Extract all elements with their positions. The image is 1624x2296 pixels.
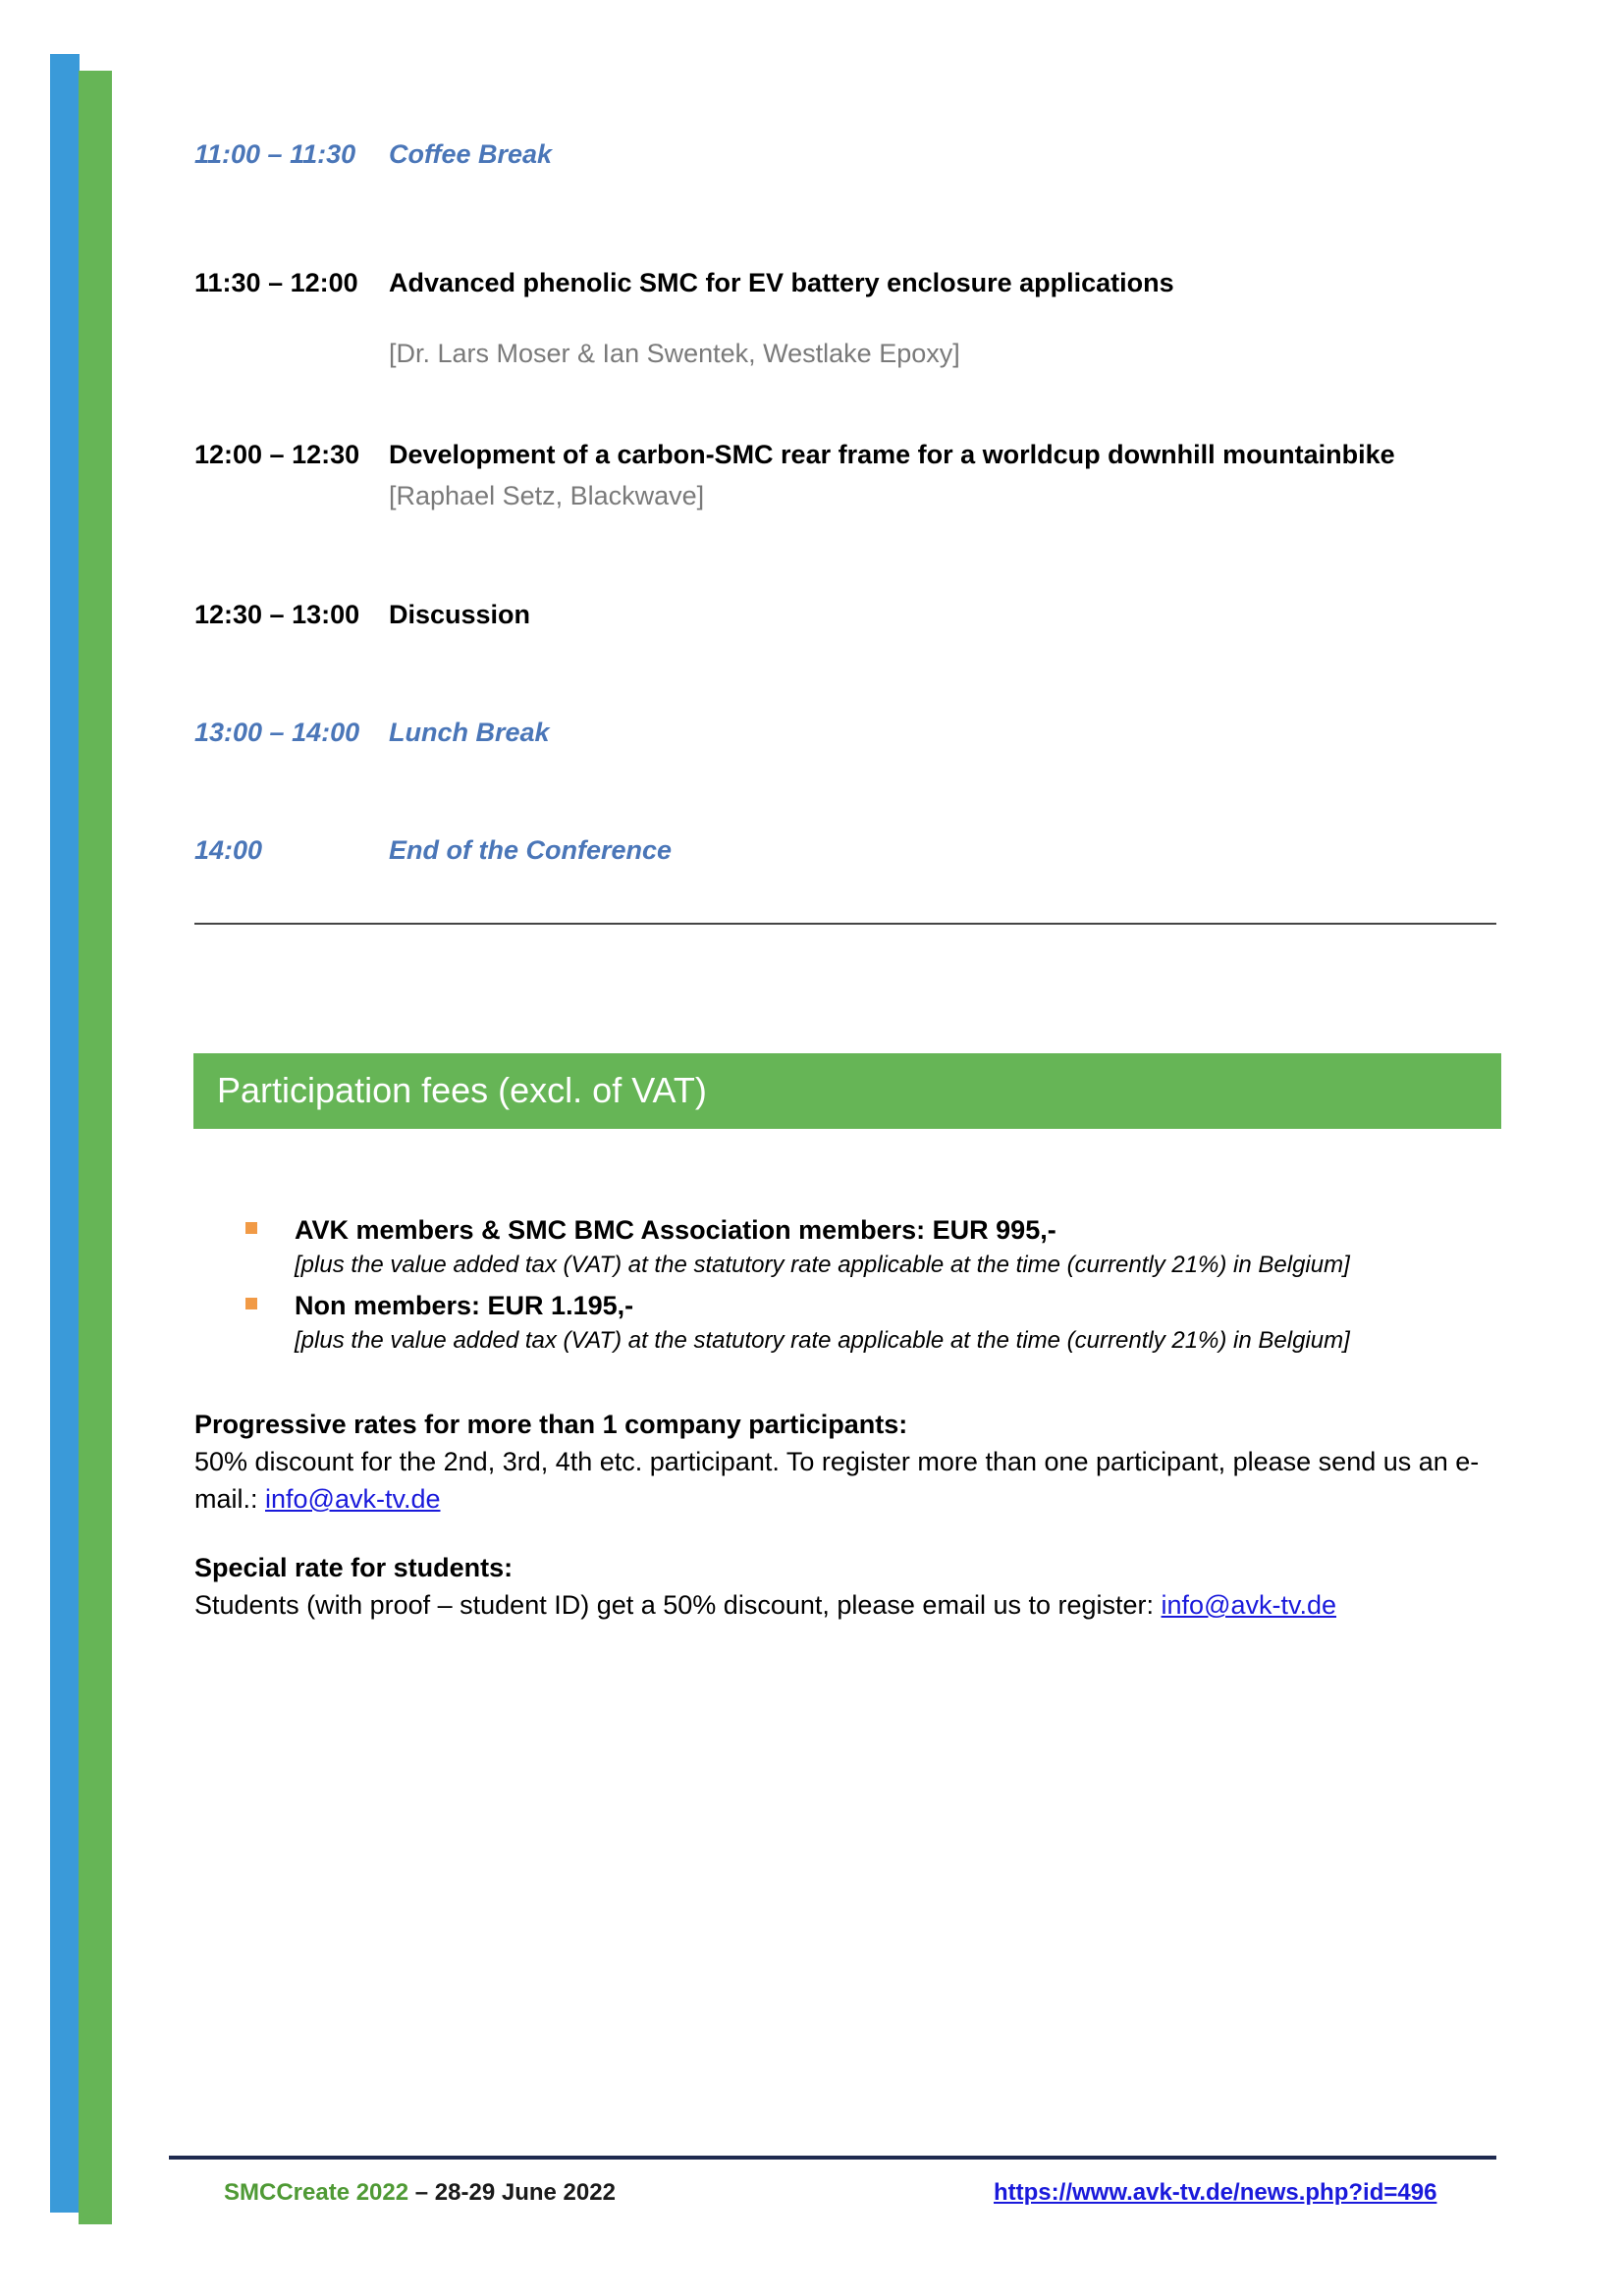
schedule-time: 11:30 – 12:00 xyxy=(194,268,358,297)
fee-note: [plus the value added tax (VAT) at the statutory rate applicable at the time (currently 21%) in Belgium] xyxy=(295,1252,1350,1278)
footer-url-link[interactable]: https://www.avk-tv.de/news.php?id=496 xyxy=(994,2179,1437,2206)
schedule-title: Discussion xyxy=(389,600,531,629)
fees-header-title: Participation fees (excl. of VAT) xyxy=(217,1070,707,1110)
schedule-speaker: [Dr. Lars Moser & Ian Swentek, Westlake Epoxy] xyxy=(389,339,960,368)
square-bullet-icon xyxy=(245,1222,257,1234)
section-divider xyxy=(194,923,1496,925)
schedule-time: 12:00 – 12:30 xyxy=(194,440,360,469)
schedule-time: 13:00 – 14:00 xyxy=(194,718,360,747)
student-rate-text: Students (with proof – student ID) get a 50% discount, please email us to register: xyxy=(194,1590,1162,1620)
schedule-title: Coffee Break xyxy=(389,139,553,169)
fee-note: [plus the value added tax (VAT) at the statutory rate applicable at the time (currently 21%) in Belgium] xyxy=(295,1327,1350,1354)
schedule-title: Advanced phenolic SMC for EV battery enclosure applications xyxy=(389,268,1174,297)
schedule-title: Development of a carbon-SMC rear frame for a worldcup downhill mountainbike xyxy=(389,440,1395,469)
footer-divider xyxy=(169,2156,1496,2160)
schedule-time: 14:00 xyxy=(194,835,263,865)
square-bullet-icon xyxy=(245,1298,257,1309)
schedule-speaker: [Raphael Setz, Blackwave] xyxy=(389,481,705,510)
footer-brand: SMCCreate 2022 xyxy=(224,2179,409,2206)
student-rate-block xyxy=(194,1549,1510,1624)
student-rate-heading: Special rate for students: xyxy=(194,1553,514,1582)
schedule-title: End of the Conference xyxy=(389,835,673,865)
schedule-time: 11:00 – 11:30 xyxy=(194,139,356,169)
student-email-link[interactable]: info@avk-tv.de xyxy=(1161,1590,1337,1620)
footer-dates: – 28-29 June 2022 xyxy=(408,2179,616,2206)
schedule-time: 12:30 – 13:00 xyxy=(194,600,360,629)
schedule-title: Lunch Break xyxy=(389,718,550,747)
left-accent-bar-blue xyxy=(50,54,80,2213)
fee-title: Non members: EUR 1.195,- xyxy=(295,1291,634,1320)
footer-url xyxy=(994,2178,1436,2208)
fee-title: AVK members & SMC BMC Association members: EUR 995,- xyxy=(295,1215,1056,1245)
progressive-rates-block xyxy=(194,1406,1510,1518)
fees-section-header xyxy=(193,1053,1501,1129)
progressive-rates-text: 50% discount for the 2nd, 3rd, 4th etc. participant. To register more than one participant, please send us an e-mail.: xyxy=(194,1447,1480,1514)
progressive-email-link[interactable]: info@avk-tv.de xyxy=(265,1484,441,1514)
left-accent-bar-green xyxy=(79,71,112,2224)
footer-event-info xyxy=(224,2178,616,2208)
progressive-rates-heading: Progressive rates for more than 1 company participants: xyxy=(194,1410,908,1439)
